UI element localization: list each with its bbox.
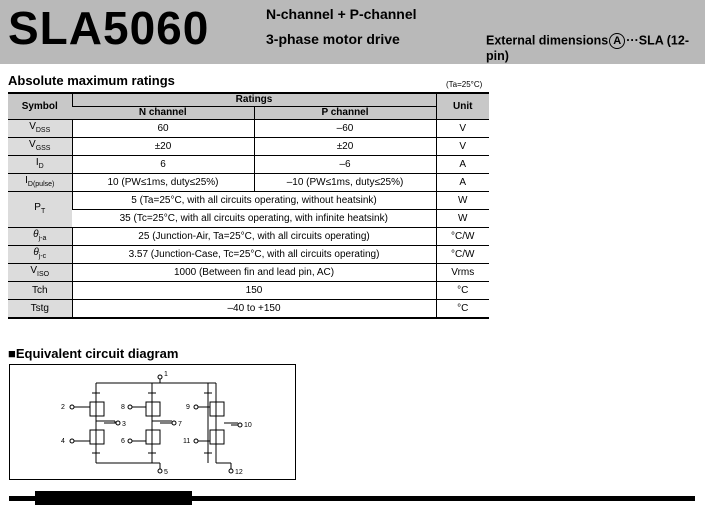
symbol-cell: Tch [8,282,72,300]
unit-cell: °C [436,300,489,319]
circuit-diagram [9,364,296,480]
table-row [8,210,489,228]
ext-prefix: External dimensions [486,33,609,48]
value-cell: 6 [72,156,254,174]
unit-cell: V [436,120,489,138]
table-row [8,174,489,192]
pin-3-label: 3 [122,421,126,428]
value-cell: 5 (Ta=25°C, with all circuits operating, without heatsink) [72,192,436,210]
value-cell: ±20 [254,138,436,156]
table-header-row [8,93,489,107]
ext-suffix: ···SLA (12-pin) [486,33,689,63]
circuit-title: ■Equivalent circuit diagram [8,346,179,361]
unit-cell: W [436,192,489,210]
table-row [8,228,489,246]
header-ratings: Ratings [72,93,436,107]
pin-12-label: 12 [235,469,243,476]
unit-cell: °C/W [436,246,489,264]
unit-cell: V [436,138,489,156]
pin-5-label: 5 [164,469,168,476]
symbol-cell: $V_{ISO}$ [8,264,72,282]
value-cell: 10 (PW≤1ms, duty≤25%) [72,174,254,192]
ratings-table [8,92,489,319]
unit-cell: A [436,174,489,192]
pin-4-label: 4 [61,438,65,445]
table-subheader-row [8,107,489,120]
header-p-channel: P channel [254,107,436,120]
value-cell: –6 [254,156,436,174]
pin-11-label: 11 [183,438,191,445]
value-cell: 1000 (Between fin and lead pin, AC) [72,264,436,282]
value-cell: –40 to +150 [72,300,436,319]
symbol-cell: $V_{DSS}$ [8,120,72,138]
symbol-cell: $I_D$ [8,156,72,174]
pin-7-label: 7 [178,421,182,428]
value-cell: 25 (Junction-Air, Ta=25°C, with all circuits operating) [72,228,436,246]
symbol-cell: $\theta_{j-c}$ [8,246,72,264]
table-row [8,264,489,282]
unit-cell: °C/W [436,228,489,246]
table-row [8,156,489,174]
symbol-cell: $I_{D(pulse)}$ [8,174,72,192]
header-n-channel: N channel [72,107,254,120]
external-dimensions [486,33,705,63]
value-cell: 150 [72,282,436,300]
unit-cell: A [436,156,489,174]
unit-cell: °C [436,282,489,300]
value-cell: 35 (Tc=25°C, with all circuits operating, with infinite heatsink) [72,210,436,228]
table-row [8,192,489,210]
symbol-cell: Tstg [8,300,72,319]
pin-9-label: 9 [186,404,190,411]
table-row [8,246,489,264]
value-cell: 3.57 (Junction-Case, Tc=25°C, with all circuits operating) [72,246,436,264]
pin-6-label: 6 [121,438,125,445]
value-cell: –10 (PW≤1ms, duty≤25%) [254,174,436,192]
header-symbol: Symbol [8,93,72,120]
value-cell: –60 [254,120,436,138]
value-cell: 60 [72,120,254,138]
ratings-title: Absolute maximum ratings [8,73,175,88]
table-row [8,300,489,319]
symbol-cell: $\theta_{j-a}$ [8,228,72,246]
pin-10-label: 10 [244,422,252,429]
unit-cell: Vrms [436,264,489,282]
pin-8-label: 8 [121,404,125,411]
pin-1-label: 1 [164,371,168,378]
circuit-schematic [10,365,295,479]
value-cell: ±20 [72,138,254,156]
subtitle-application: 3-phase motor drive [266,31,400,47]
part-number: SLA5060 [8,2,210,54]
table-row [8,120,489,138]
symbol-cell: $P_T$ [8,192,72,228]
circled-a-icon: A [609,33,625,49]
unit-cell: W [436,210,489,228]
table-row [8,282,489,300]
ratings-condition: (Ta=25°C) [446,80,483,89]
footer-tab [35,491,192,505]
subtitle-channel: N-channel + P-channel [266,6,417,22]
header-unit: Unit [436,93,489,120]
table-row [8,138,489,156]
symbol-cell: $V_{GSS}$ [8,138,72,156]
pin-2-label: 2 [61,404,65,411]
